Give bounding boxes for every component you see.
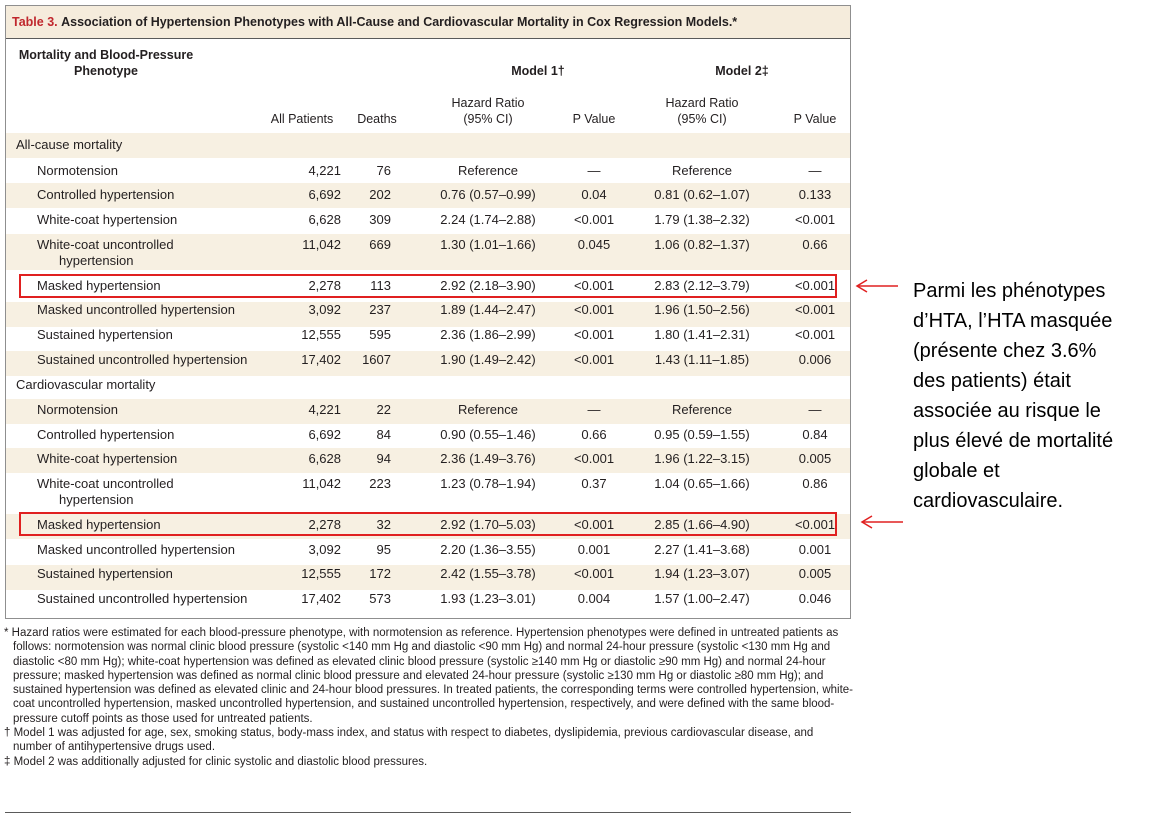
section-label-cardiovascular: Cardiovascular mortality — [16, 377, 156, 392]
row-phenotype: Sustained uncontrolled hypertension — [37, 591, 248, 606]
table-title: Association of Hypertension Phenotypes with All-Cause and Cardiovascular Mortality in Cox Regression Models.* — [61, 15, 738, 29]
annotation-line: globale et — [913, 460, 1000, 482]
annotation-line: (présente chez 3.6% — [913, 340, 1097, 362]
annotation-text — [913, 276, 1163, 516]
row-patients: 17,402 — [301, 591, 341, 606]
row-p-model2: 0.84 — [802, 427, 828, 442]
annotation-line: des patients) était — [913, 370, 1071, 392]
row-phenotype-cont: hypertension — [59, 253, 134, 268]
row-hr-model2: 1.94 (1.23–3.07) — [654, 566, 750, 581]
row-phenotype: Masked hypertension — [37, 517, 161, 532]
section-label-all-cause: All-cause mortality — [16, 137, 123, 152]
row-p-model1: <0.001 — [573, 352, 615, 367]
row-deaths: 595 — [369, 327, 391, 342]
row-p-model2: 0.001 — [798, 542, 832, 557]
row-deaths: 202 — [369, 187, 391, 202]
row-deaths: 94 — [376, 451, 391, 466]
bottom-rule — [5, 812, 851, 813]
row-hr-model1: 0.90 (0.55–1.46) — [440, 427, 536, 442]
row-p-model2: <0.001 — [794, 327, 836, 342]
row-p-model1: — — [587, 163, 601, 178]
row-hr-model1: 1.89 (1.44–2.47) — [440, 302, 536, 317]
row-phenotype-cont: hypertension — [59, 492, 134, 507]
row-hr-model1: 1.30 (1.01–1.66) — [440, 237, 536, 252]
row-patients: 11,042 — [302, 237, 341, 252]
row-deaths: 172 — [369, 566, 391, 581]
row-patients: 4,221 — [308, 163, 341, 178]
title-rule — [6, 38, 850, 39]
row-deaths: 95 — [376, 542, 391, 557]
row-p-model1: <0.001 — [573, 327, 615, 342]
row-phenotype: Sustained uncontrolled hypertension — [37, 352, 248, 367]
row-deaths: 22 — [376, 402, 391, 417]
row-p-model2: 0.006 — [798, 352, 832, 367]
row-patients: 12,555 — [301, 327, 341, 342]
row-hr-model2: 1.79 (1.38–2.32) — [654, 212, 750, 227]
header-hr1-line2: (95% CI) — [463, 112, 513, 126]
row-p-model1: 0.001 — [577, 542, 611, 557]
row-hr-model2: 2.83 (2.12–3.79) — [654, 278, 750, 293]
footnote-dagger: † Model 1 was adjusted for age, sex, smoking status, body-mass index, and status with respect to diabetes, dyslipidemia, previous cardiovascular disease, and number of antihypertensive drugs used. — [4, 727, 814, 754]
row-p-model1: <0.001 — [573, 278, 615, 293]
row-p-model2: <0.001 — [794, 278, 836, 293]
row-hr-model1: 2.42 (1.55–3.78) — [440, 566, 536, 581]
row-p-model1: — — [587, 402, 601, 417]
row-phenotype: White-coat uncontrolled — [37, 476, 174, 491]
footnotes — [4, 626, 854, 769]
row-deaths: 669 — [369, 237, 391, 252]
row-p-model1: <0.001 — [573, 302, 615, 317]
footnote-double-dagger: ‡ Model 2 was additionally adjusted for clinic systolic and diastolic blood pressures. — [4, 755, 428, 768]
row-p-model1: <0.001 — [573, 517, 615, 532]
row-phenotype: Controlled hypertension — [37, 427, 175, 442]
row-p-model1: <0.001 — [573, 451, 615, 466]
annotation-line: Parmi les phénotypes — [913, 280, 1106, 302]
row-p-model1: 0.004 — [577, 591, 611, 606]
row-deaths: 573 — [369, 591, 391, 606]
row-hr-model1: 1.23 (0.78–1.94) — [440, 476, 536, 491]
row-phenotype: Controlled hypertension — [37, 187, 175, 202]
row-hr-model1: Reference — [458, 402, 518, 417]
row-hr-model1: 2.36 (1.49–3.76) — [440, 451, 536, 466]
annotation-line: d’HTA, l’HTA masquée — [913, 310, 1113, 332]
row-patients: 6,628 — [308, 451, 341, 466]
row-hr-model2: Reference — [672, 163, 732, 178]
row-hr-model1: Reference — [458, 163, 518, 178]
row-patients: 6,692 — [308, 187, 341, 202]
row-p-model1: 0.66 — [581, 427, 607, 442]
row-phenotype: Masked uncontrolled hypertension — [37, 302, 236, 317]
row-patients: 3,092 — [308, 302, 341, 317]
row-p-model1: <0.001 — [573, 212, 615, 227]
header-phenotype-line1: Mortality and Blood-Pressure — [18, 48, 194, 62]
row-hr-model2: 0.95 (0.59–1.55) — [654, 427, 750, 442]
row-p-model1: 0.04 — [581, 187, 607, 202]
arrow-left-icon — [855, 279, 899, 293]
header-p1: P Value — [572, 112, 616, 126]
row-phenotype: White-coat hypertension — [37, 451, 178, 466]
row-p-model2: 0.86 — [802, 476, 828, 491]
row-phenotype: Normotension — [37, 163, 118, 178]
row-hr-model1: 1.90 (1.49–2.42) — [440, 352, 536, 367]
row-patients: 11,042 — [302, 476, 341, 491]
row-p-model2: <0.001 — [794, 302, 836, 317]
row-phenotype: White-coat uncontrolled — [37, 237, 174, 252]
row-phenotype: Sustained hypertension — [37, 327, 173, 342]
header-hr2-line2: (95% CI) — [677, 112, 727, 126]
row-hr-model1: 2.92 (2.18–3.90) — [440, 278, 536, 293]
row-hr-model2: 1.04 (0.65–1.66) — [654, 476, 750, 491]
row-deaths: 237 — [369, 302, 391, 317]
row-p-model2: — — [808, 163, 822, 178]
row-p-model1: <0.001 — [573, 566, 615, 581]
row-hr-model1: 0.76 (0.57–0.99) — [440, 187, 536, 202]
header-model2: Model 2‡ — [715, 64, 769, 78]
annotation-line: associée au risque le — [913, 400, 1101, 422]
row-deaths: 84 — [376, 427, 391, 442]
row-patients: 6,692 — [308, 427, 341, 442]
row-patients: 2,278 — [308, 517, 341, 532]
header-model1: Model 1† — [511, 64, 565, 78]
row-hr-model2: 0.81 (0.62–1.07) — [654, 187, 750, 202]
row-p-model2: 0.66 — [802, 237, 828, 252]
footnote-asterisk: * Hazard ratios were estimated for each blood-pressure phenotype, with normotension as reference. Hypertension phenotypes were defined in untreated patients as follows: normotension was normal clinic blood pressure (systolic <140 mm Hg and diastolic <90 mm Hg) and normal 24-hour pressure (systolic <130 mm Hg and diastolic <80 mm Hg); white-coat hypertension was defined as elevated clinic blood pressure (systolic ≥140 mm Hg or diastolic ≥90 mm Hg) and normal 24-hour pressure; masked hypertension was defined as normal clinic blood pressure and elevated 24-hour pressure (systolic ≥130 mm Hg or diastolic ≥80 mm Hg); and sustained hypertension was defined as elevated clinic and 24-hour blood pressures. In treated patients, the corresponding terms were controlled hypertension, white-coat uncontrolled hypertension, masked uncontrolled hypertension, and sustained uncontrolled hypertension, respectively, and were defined with the same blood-pressure cutoff points as those used for untreated patients. — [4, 627, 853, 725]
section-band — [6, 133, 850, 158]
row-deaths: 309 — [369, 212, 391, 227]
header-deaths: Deaths — [357, 112, 397, 126]
row-hr-model2: 2.27 (1.41–3.68) — [654, 542, 750, 557]
row-p-model1: 0.37 — [581, 476, 607, 491]
row-p-model2: <0.001 — [794, 212, 836, 227]
row-patients: 17,402 — [301, 352, 341, 367]
row-phenotype: Sustained hypertension — [37, 566, 173, 581]
row-hr-model1: 2.20 (1.36–3.55) — [440, 542, 536, 557]
row-patients: 6,628 — [308, 212, 341, 227]
row-phenotype: Masked hypertension — [37, 278, 161, 293]
row-deaths: 223 — [369, 476, 391, 491]
highlight-box-cardiovascular — [19, 512, 837, 536]
row-phenotype: Masked uncontrolled hypertension — [37, 542, 236, 557]
row-p-model2: 0.005 — [798, 566, 832, 581]
table-number: Table 3. — [12, 15, 58, 29]
annotation-line: cardiovasculaire. — [913, 490, 1064, 512]
row-patients: 2,278 — [308, 278, 341, 293]
row-p-model2: <0.001 — [794, 517, 836, 532]
row-patients: 12,555 — [301, 566, 341, 581]
arrow-left-icon — [860, 515, 904, 529]
row-p-model2: 0.046 — [798, 591, 832, 606]
table-title-bar — [6, 6, 850, 38]
row-hr-model1: 2.24 (1.74–2.88) — [440, 212, 536, 227]
header-phenotype-line2: Phenotype — [74, 64, 138, 78]
row-p-model1: 0.045 — [577, 237, 611, 252]
row-p-model2: 0.005 — [798, 451, 832, 466]
header-hr2-line1: Hazard Ratio — [665, 96, 739, 110]
row-hr-model2: 1.96 (1.22–3.15) — [654, 451, 750, 466]
row-patients: 4,221 — [308, 402, 341, 417]
row-p-model2: 0.133 — [798, 187, 832, 202]
row-deaths: 32 — [376, 517, 391, 532]
row-hr-model2: 1.57 (1.00–2.47) — [654, 591, 750, 606]
row-deaths: 113 — [370, 278, 391, 293]
annotation-line: plus élevé de mortalité — [913, 430, 1114, 452]
row-deaths: 1607 — [362, 352, 391, 367]
row-phenotype: White-coat hypertension — [37, 212, 178, 227]
highlight-box-all-cause — [19, 274, 837, 298]
header-hr1-line1: Hazard Ratio — [451, 96, 525, 110]
row-hr-model1: 2.36 (1.86–2.99) — [440, 327, 536, 342]
row-hr-model2: 1.43 (1.11–1.85) — [654, 352, 750, 367]
row-hr-model2: 1.80 (1.41–2.31) — [654, 327, 750, 342]
row-phenotype: Normotension — [37, 402, 118, 417]
row-hr-model1: 2.92 (1.70–5.03) — [440, 517, 536, 532]
header-p2: P Value — [793, 112, 837, 126]
row-hr-model2: 2.85 (1.66–4.90) — [654, 517, 750, 532]
row-deaths: 76 — [376, 163, 391, 178]
row-hr-model2: 1.96 (1.50–2.56) — [654, 302, 750, 317]
row-p-model2: — — [808, 402, 822, 417]
row-patients: 3,092 — [308, 542, 341, 557]
row-hr-model1: 1.93 (1.23–3.01) — [440, 591, 536, 606]
row-hr-model2: 1.06 (0.82–1.37) — [654, 237, 750, 252]
row-hr-model2: Reference — [672, 402, 732, 417]
header-all-patients: All Patients — [270, 112, 334, 126]
